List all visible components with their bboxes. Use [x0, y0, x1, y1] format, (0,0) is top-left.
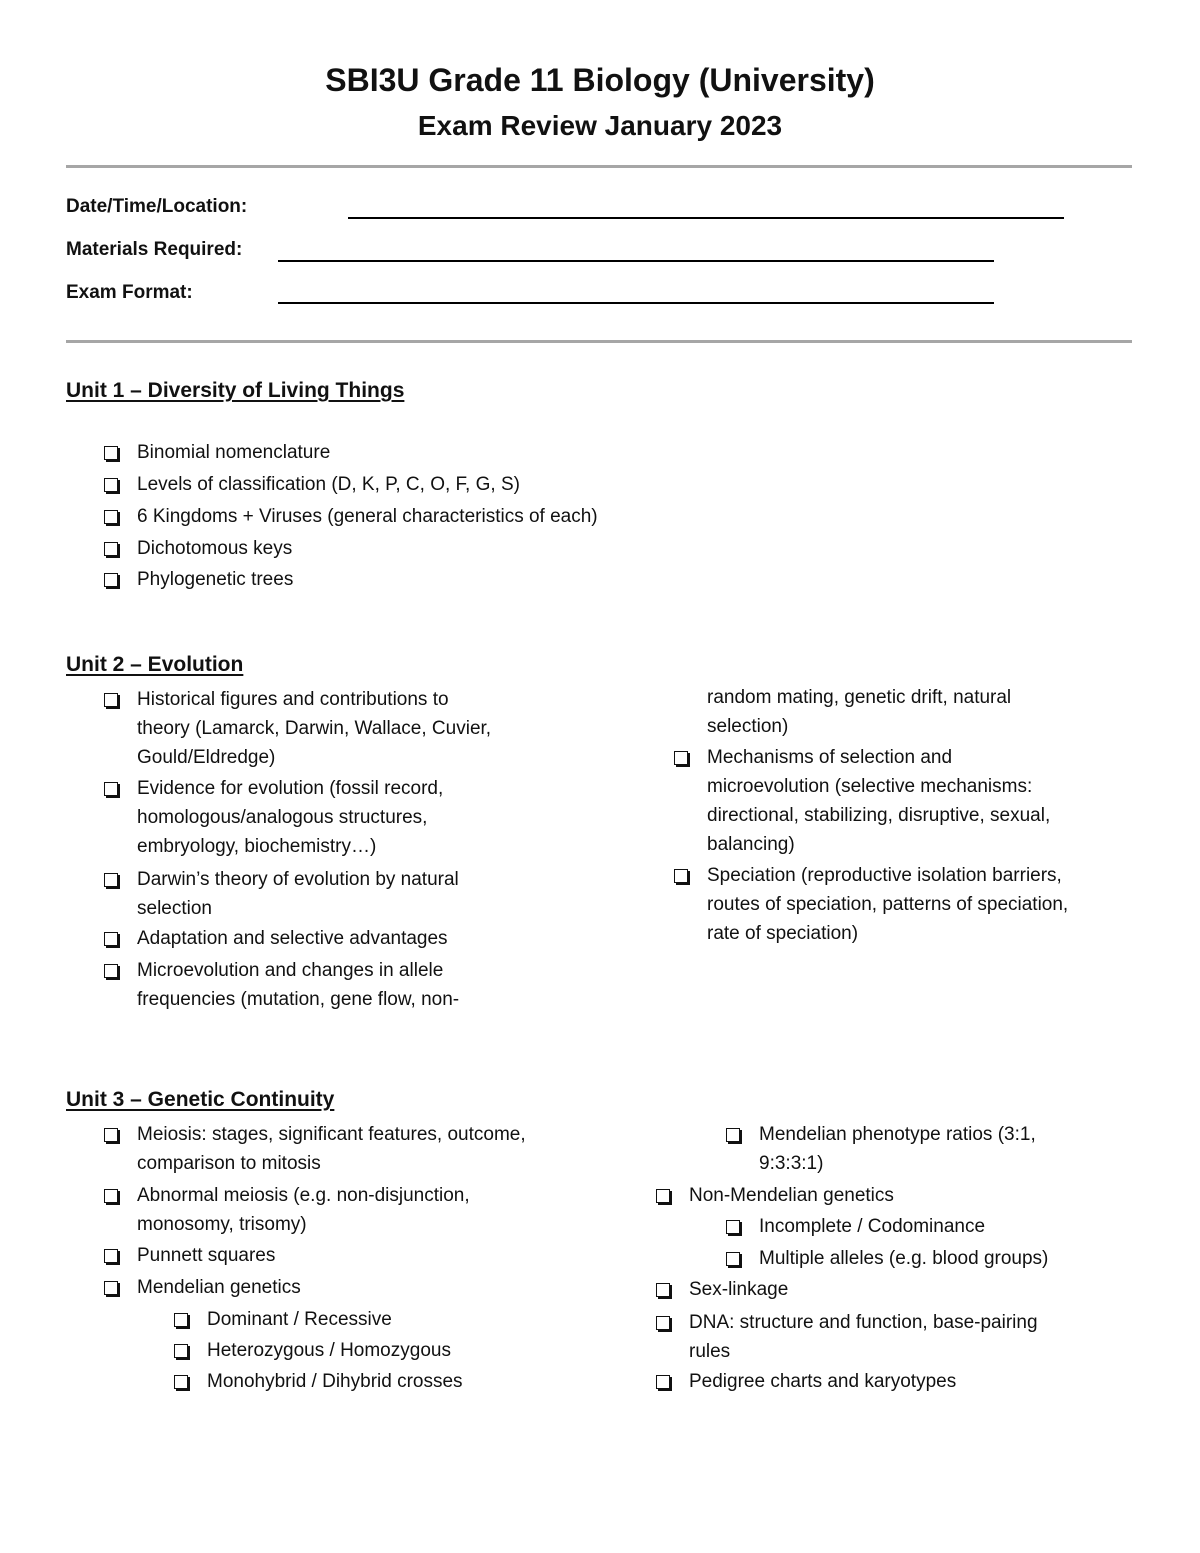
checkbox-icon[interactable] [674, 751, 688, 765]
page-subtitle: Exam Review January 2023 [417, 110, 783, 141]
checkbox-icon[interactable] [104, 478, 118, 492]
exam-format-label: Exam Format: [66, 282, 193, 303]
checkbox-icon[interactable] [104, 510, 118, 524]
materials-required-label: Materials Required: [66, 239, 243, 260]
unit-1-heading: Unit 1 – Diversity of Living Things [66, 379, 405, 402]
checkbox-icon[interactable] [104, 1249, 118, 1263]
unit-3-heading: Unit 3 – Genetic Continuity [66, 1088, 335, 1111]
fields-divider [66, 340, 1132, 343]
checkbox-icon[interactable] [726, 1252, 740, 1266]
page-title: SBI3U Grade 11 Biology (University) [325, 62, 875, 98]
checkbox-icon[interactable] [104, 1189, 118, 1203]
checkbox-icon[interactable] [726, 1128, 740, 1142]
checkbox-icon[interactable] [656, 1189, 670, 1203]
checkbox-icon[interactable] [104, 873, 118, 887]
checkbox-icon[interactable] [726, 1220, 740, 1234]
checkbox-icon[interactable] [104, 573, 118, 587]
checkbox-icon[interactable] [174, 1375, 188, 1389]
checkbox-icon[interactable] [104, 693, 118, 707]
date-time-location-label: Date/Time/Location: [66, 196, 248, 217]
exam-format-blank[interactable] [278, 302, 994, 304]
checkbox-icon[interactable] [104, 964, 118, 978]
materials-required-blank[interactable] [278, 260, 994, 262]
checkbox-icon[interactable] [656, 1375, 670, 1389]
checkbox-icon[interactable] [104, 542, 118, 556]
top-divider [66, 165, 1132, 168]
checkbox-icon[interactable] [104, 1281, 118, 1295]
exam-review-page: SBI3U Grade 11 Biology (University) Exam Review January 2023 Date/Time/Location: Materials Required: Exam Format: Unit 1 – Diversity of Living Things Binomial nomenclature Levels of classification (D, K, P, C, O, F, G, S) 6 Kingdoms + Viruses (general characteristics of each) Dichotomous keys Phylogenetic trees Unit 2 – Evolution Historical figures and contributions to theory (Lamarck, Darwin, Wallace, Cuvier, Gould/Eldredge) Evidence for evolution (fossil record, homologous/analogous structures, embryology, biochemistry…) Darwin’s theory of evolution by natural selection Adaptation and selective advantages Microevolution and changes in allele frequencies (mutation, gene flow, non- random mating, genetic drift, natural selection) Mechanisms of selection and microevolution (selective mechanisms: directional, stabilizing, disruptive, sexual, balancing) Speciation (reproductive isolation barriers, routes of speciation, patterns of speciation, rate of speciation) Unit 3 – Genetic Continuity Meiosis: stages, significant features, outcome, comparison to mitosis Abnormal meiosis (e.g. non-disjunction, monosomy, trisomy) Punnett squares Mendelian genetics Dominant / Recessive Heterozygous / Homozygous Monohybrid / Dihybrid crosses Mendelian phenotype ratios (3:1, 9:3:3:1) Non-Mendelian genetics Incomplete / Codominance Multiple alleles (e.g. blood groups) Sex-linkage DNA: structure and function, base-pairing rules Pedigree charts and karyotypes [0, 0, 1200, 1553]
checkbox-icon[interactable] [174, 1313, 188, 1327]
date-time-location-blank[interactable] [348, 217, 1064, 219]
checkbox-icon[interactable] [656, 1316, 670, 1330]
checkbox-icon[interactable] [104, 1128, 118, 1142]
checkbox-icon[interactable] [104, 932, 118, 946]
unit-2-heading: Unit 2 – Evolution [66, 653, 244, 676]
checkbox-icon[interactable] [656, 1283, 670, 1297]
checkbox-icon[interactable] [104, 782, 118, 796]
checkbox-icon[interactable] [674, 869, 688, 883]
checkbox-icon[interactable] [174, 1344, 188, 1358]
checkbox-icon[interactable] [104, 446, 118, 460]
